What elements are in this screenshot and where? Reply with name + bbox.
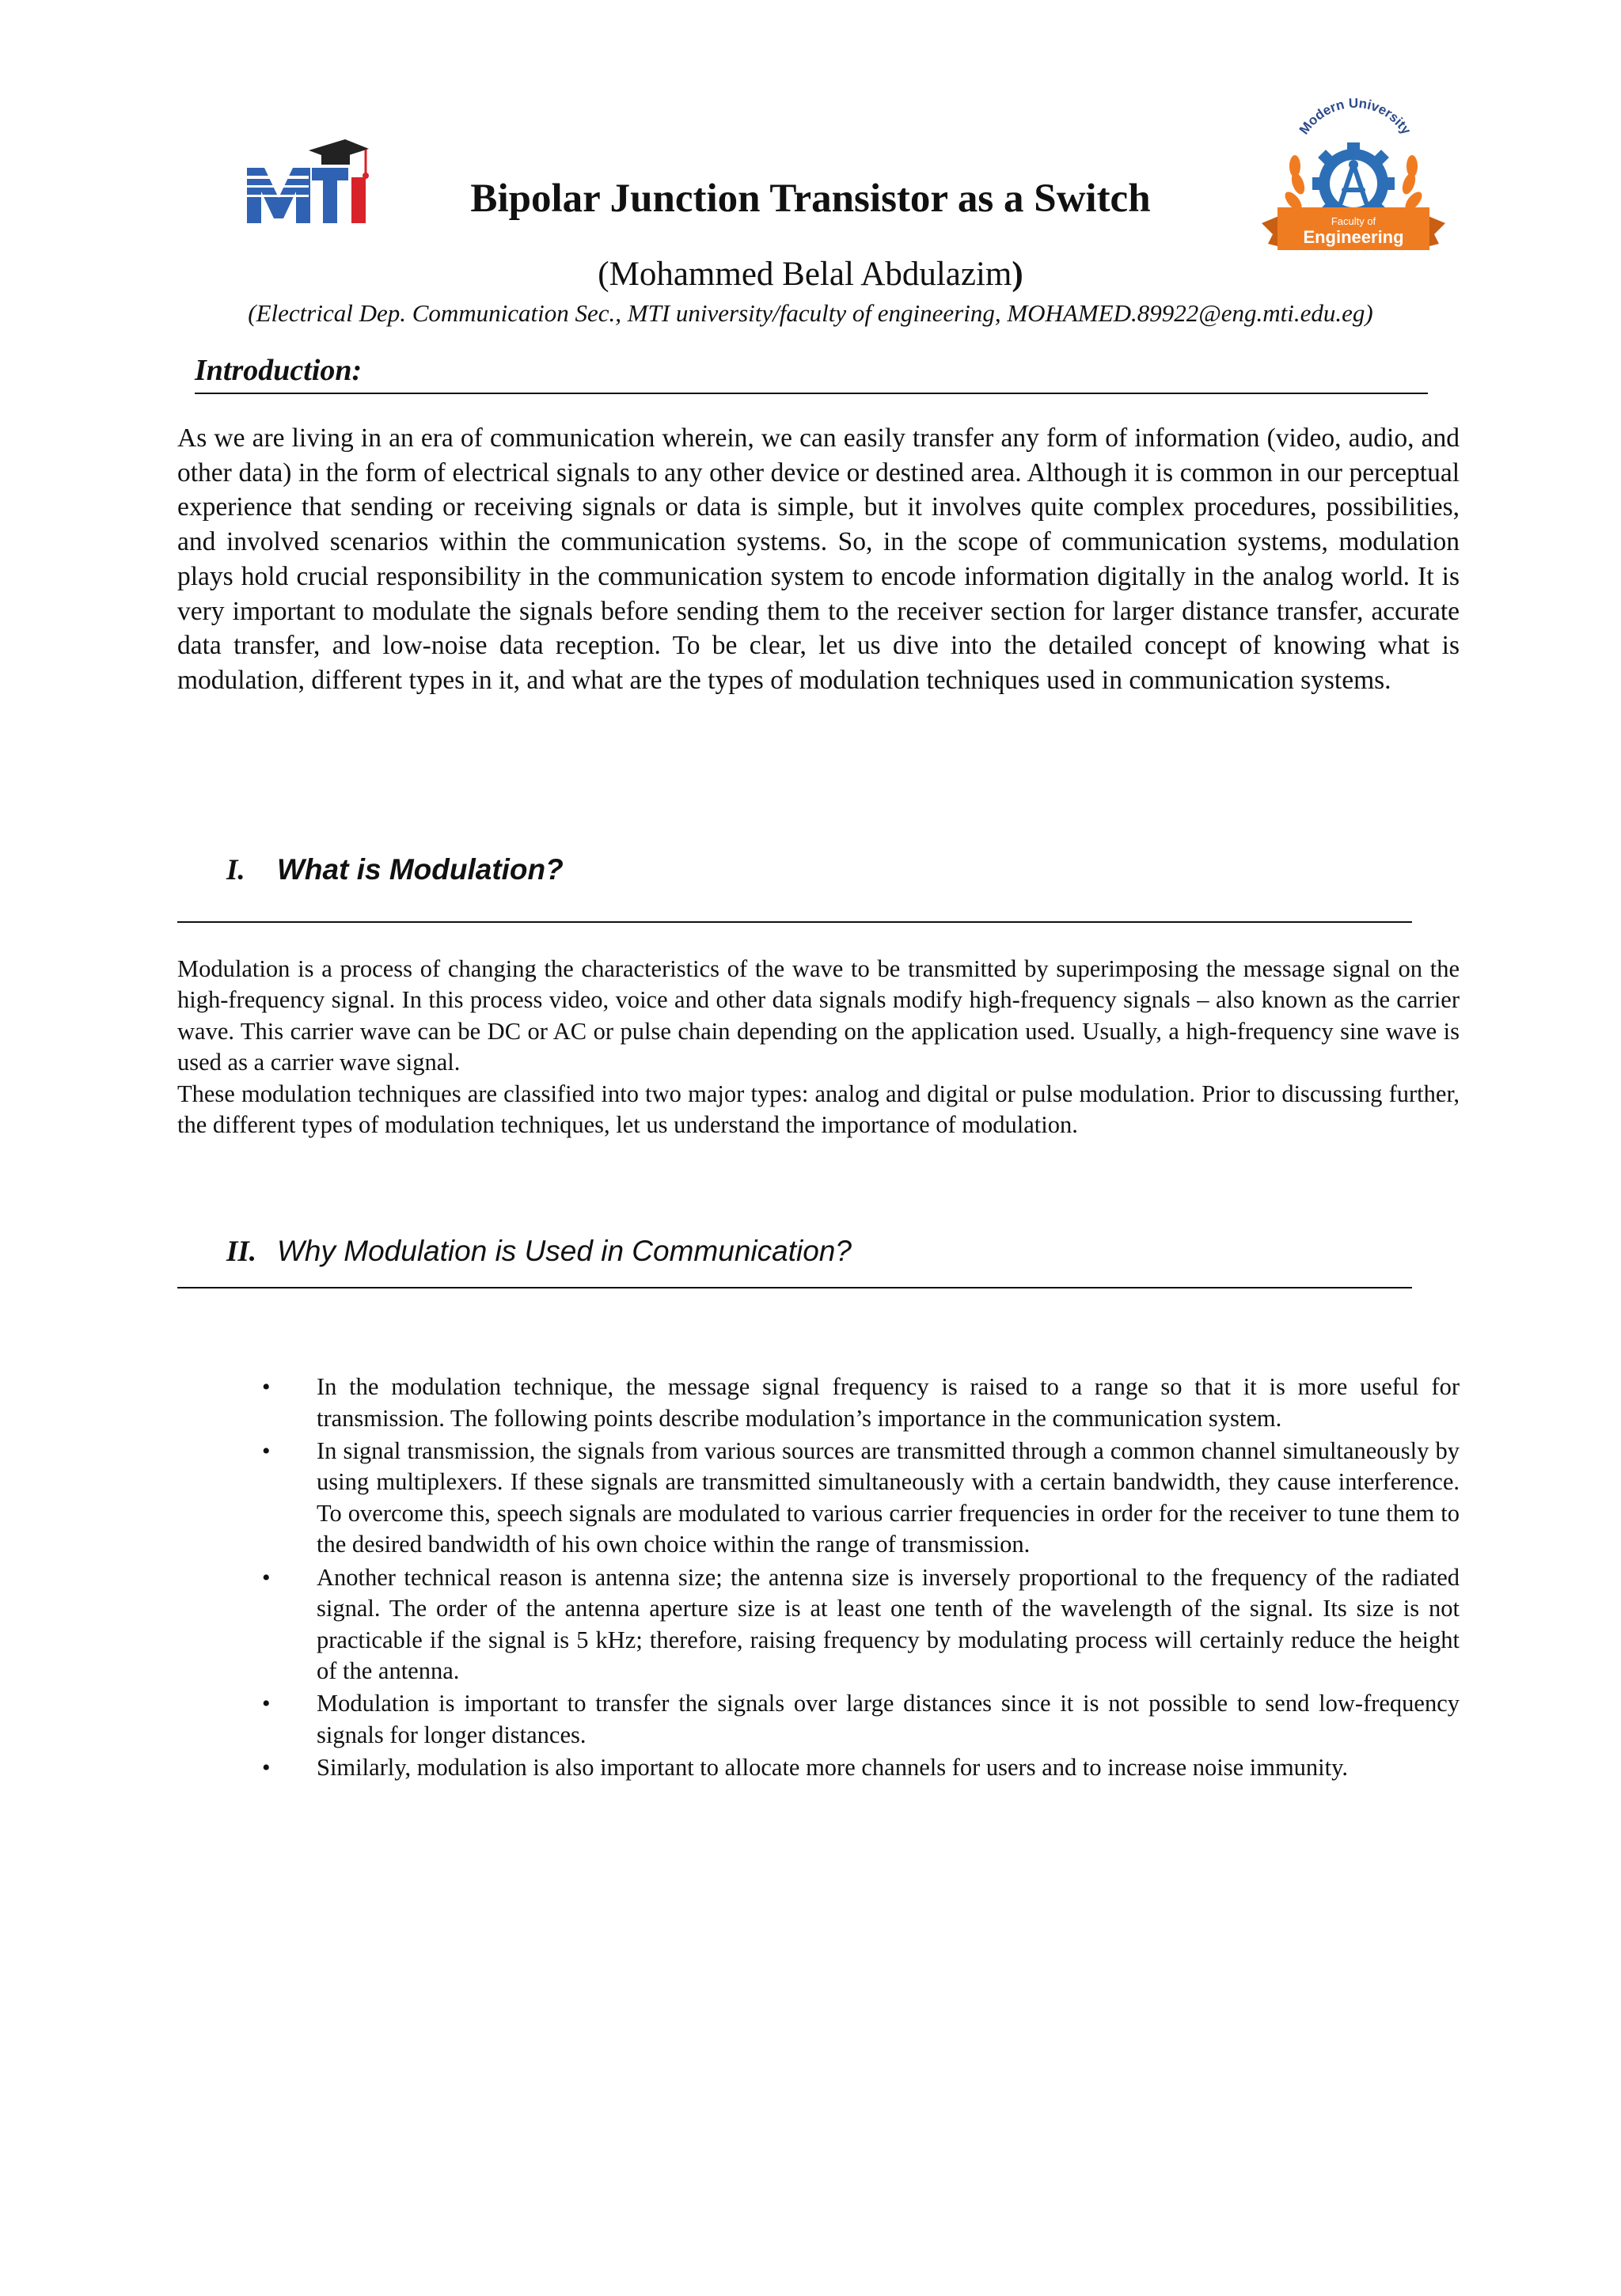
- list-item: • In the modulation technique, the message signal frequency is raised to a range so that it is more useful for transmission. The following points describe modulation’s importance in the communication system.: [262, 1373, 1460, 1432]
- section-2-divider: [177, 1287, 1412, 1288]
- university-faculty-logo: [1257, 89, 1450, 258]
- bullet-icon: •: [262, 1374, 271, 1400]
- introduction-heading: Introduction:: [195, 354, 363, 387]
- introduction-paragraph: As we are living in an era of communication wherein, we can easily transfer any form of information (video, audio, and other data) in the form of electrical signals to any other device or destined area. Although it is common in our perceptual experience that sending or receiving signals or data is simple, but it involves quite complex procedures, possibilities, and involved scenarios within the communication systems. So, in the scope of communication systems, modulation plays hold crucial responsibility in the communication system to encode information digitally in the analog world. It is very important to modulate the signals before sending them to the receiver section for larger distance transfer, accurate data transfer, and low-noise data reception. To be clear, let us dive into the detailed concept of knowing what is modulation, different types in it, and what are the types of modulation techniques used in communication systems.: [177, 423, 1460, 695]
- list-item: • In signal transmission, the signals from various sources are transmitted through a common channel simultaneously by using multiplexers. If these signals are transmitted simultaneously with a certain bandwidth, they cause interference. To overcome this, speech signals are modulated to various carrier frequencies in order for the receiver to tune them to the desired bandwidth of his own choice within the range of transmission.: [262, 1436, 1460, 1558]
- bullet-icon: •: [262, 1437, 271, 1464]
- section-1-paragraph-1: Modulation is a process of changing the characteristics of the wave to be transmitted by superimposing the message signal on the high-frequency signal. In this process video, voice and other data signals modify high-frequency signals – also known as the carrier wave. This carrier wave can be DC or AC or pulse chain depending on the application used. Usually, a high-frequency sine wave is used as a carrier wave signal.: [177, 955, 1460, 1076]
- introduction-divider: [195, 393, 1428, 394]
- section-2-title: Why Modulation is Used in Communication?: [277, 1235, 852, 1267]
- svg-text:Modern University: Modern University: [1296, 95, 1414, 138]
- section-2-heading: [226, 1235, 852, 1269]
- section-1-title: What is Modulation?: [277, 853, 564, 886]
- section-1-paragraph-2: These modulation techniques are classified into two major types: analog and digital or pulse modulation. Prior to discussing further, the different types of modulation techniques, let us understand the importance of modulation.: [177, 1080, 1460, 1139]
- author-affiliation: (Electrical Dep. Communication Sec., MTI university/faculty of engineering, MOHAMED.89922@eng.mti.edu.eg): [248, 299, 1373, 327]
- bullet-icon: •: [262, 1564, 271, 1591]
- section-2-number: II.: [226, 1235, 257, 1268]
- section-1-heading: [226, 853, 564, 887]
- author-name: (Mohammed Belal Abdulazim): [598, 256, 1023, 293]
- bullet-icon: •: [262, 1755, 271, 1782]
- section-1-divider: [177, 921, 1412, 923]
- list-item: • Similarly, modulation is also important to allocate more channels for users and to increase noise immunity.: [177, 1752, 1460, 1784]
- svg-text:Faculty of: Faculty of: [1331, 215, 1376, 227]
- list-item: • Modulation is important to transfer the signals over large distances since it is not possible to send low-frequency signals for longer distances.: [262, 1690, 1460, 1749]
- list-item: • Another technical reason is antenna size; the antenna size is inversely proportional to the frequency of the radiated signal. The order of the antenna aperture size is at least one tenth of the wavelength of the signal. Its size is not practicable if the signal is 5 kHz; therefore, raising frequency by modulating process will certainly reduce the height of the antenna.: [262, 1563, 1460, 1685]
- section-1-number: I.: [226, 854, 245, 886]
- bullet-icon: •: [262, 1691, 271, 1717]
- page-title: Bipolar Junction Transistor as a Switch: [470, 176, 1151, 221]
- modulation-importance-list: [177, 1372, 1460, 1785]
- svg-text:Engineering: Engineering: [1303, 227, 1404, 247]
